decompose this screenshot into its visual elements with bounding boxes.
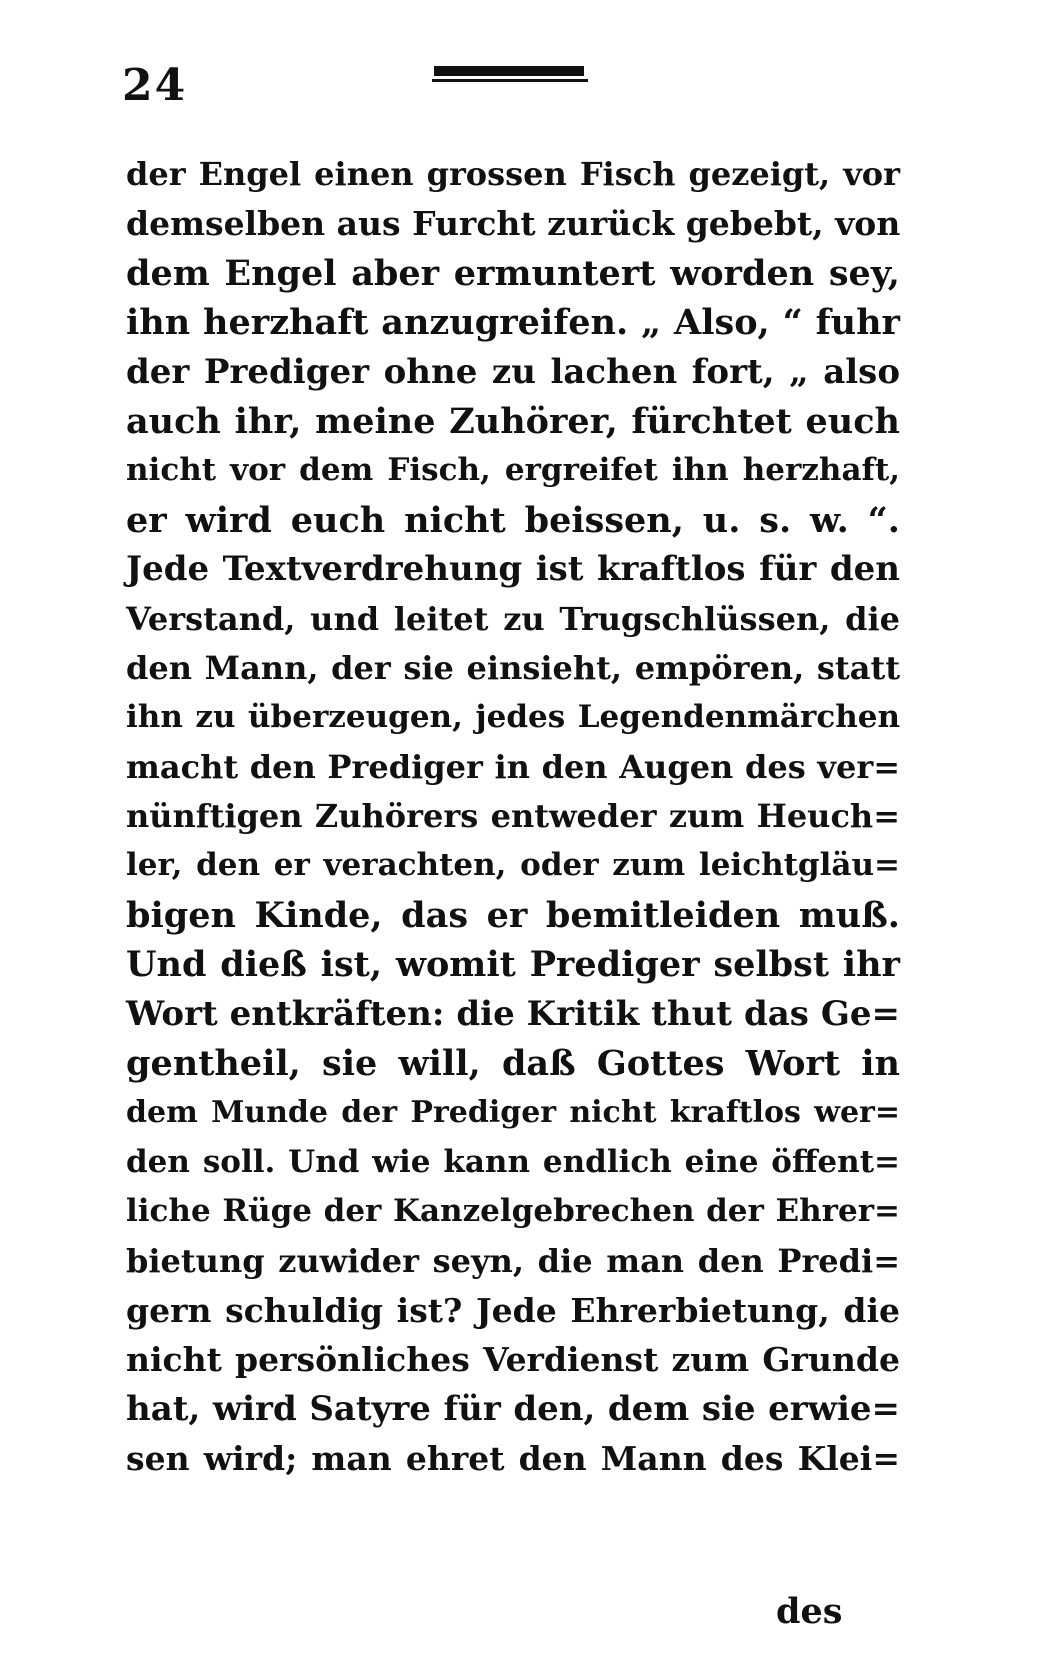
text-line: Und dieß ist, womit Prediger selbst ihr	[126, 944, 900, 986]
body-text	[126, 150, 900, 1484]
text-line: der Engel einen grossen Fisch gezeigt, vor	[126, 155, 900, 193]
text-line: sen wird; man ehret den Mann des Klei=	[126, 1439, 900, 1479]
text-line: der Prediger ohne zu lachen fort, „ also	[126, 351, 900, 392]
text-line: auch ihr, meine Zuhörer, fürchtet euch	[126, 400, 900, 442]
catchword: des	[776, 1591, 843, 1632]
text-line: den soll. Und wie kann endlich eine öffent=	[126, 1143, 900, 1180]
text-line: nicht persönliches Verdienst zum Grunde	[126, 1340, 900, 1380]
text-line: ihn herzhaft anzugreifen. „ Also, “ fuhr	[126, 302, 900, 344]
text-line: Verstand, und leitet zu Trugschlüssen, die	[126, 599, 900, 638]
text-line: den Mann, der sie einsieht, empören, statt	[126, 648, 900, 687]
text-line: gentheil, sie will, daß Gottes Wort in	[126, 1043, 900, 1085]
text-line: ler, den er verachten, oder zum leichtgläu=	[126, 847, 900, 884]
text-line: dem Engel aber ermuntert worden sey,	[126, 252, 900, 294]
text-line: er wird euch nicht beissen, u. s. w. “.	[126, 499, 900, 541]
text-line: nünftigen Zuhörers entweder zum Heuch=	[126, 797, 900, 836]
text-line: macht den Prediger in den Augen des ver=	[126, 747, 900, 786]
text-line: nicht vor dem Fisch, ergreifet ihn herzhaft,	[126, 452, 900, 489]
text-line: ihn zu überzeugen, jedes Legendenmärchen	[126, 699, 900, 736]
text-line: gern schuldig ist? Jede Ehrerbietung, die	[126, 1290, 900, 1330]
text-line: Jede Textverdrehung ist kraftlos für den	[126, 549, 900, 590]
text-line: bietung zuwider seyn, die man den Predi=	[126, 1241, 900, 1280]
text-line: dem Munde der Prediger nicht kraftlos wer=	[126, 1095, 900, 1131]
text-line: Wort entkräften: die Kritik thut das Ge=	[126, 993, 900, 1034]
text-line: bigen Kinde, das er bemitleiden muß.	[126, 894, 900, 936]
page-number: 24	[122, 60, 188, 111]
header-rule-thin	[432, 79, 588, 82]
text-line: hat, wird Satyre für den, dem sie erwie=	[126, 1388, 900, 1429]
header-rule-thick	[434, 66, 584, 76]
header-rule	[432, 66, 592, 82]
text-line: demselben aus Furcht zurück gebebt, von	[126, 204, 901, 244]
text-line: liche Rüge der Kanzelgebrechen der Ehrer=	[126, 1193, 900, 1230]
